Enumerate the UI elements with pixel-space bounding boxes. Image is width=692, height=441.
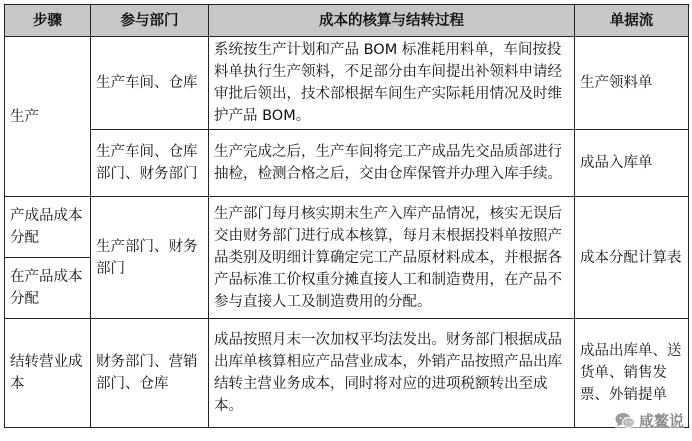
department-cell: 生产车间、仓库	[91, 37, 209, 130]
watermark	[615, 410, 684, 431]
step-cell: 在产品成本分配	[5, 258, 91, 319]
header-process: 成本的核算与结转过程	[209, 5, 575, 37]
watermark-text: 咸鳌说	[638, 412, 684, 430]
document-cell: 成品入库单	[575, 130, 689, 197]
document-cell: 成本分配计算表	[575, 197, 689, 319]
department-cell: 生产车间、仓库部门、财务部门	[91, 130, 209, 197]
process-cell: 生产部门每月核实期末生产入库产品情况，核实无误后交由财务部门进行成本核算，每月末根据投料单按照产品类别及明细计算确定完工产品原材料成本，并根据各产品标准工价权重分摊直接人工和制造费用，在产品不参与直接人工及制造费用的分配。	[209, 197, 575, 319]
table-row	[5, 37, 689, 130]
process-table	[4, 4, 689, 428]
department-cell: 财务部门、营销部门、仓库	[91, 319, 209, 428]
department-cell: 生产部门、财务部门	[91, 197, 209, 319]
table-row	[5, 130, 689, 197]
wechat-icon	[615, 412, 635, 429]
step-cell: 产成品成本分配	[5, 197, 91, 258]
table-row	[5, 319, 689, 428]
step-cell: 结转营业成本	[5, 319, 91, 428]
document-cell: 生产领料单	[575, 37, 689, 130]
document-cell: 成品出库单、送货单、销售发票、外销提单	[575, 319, 689, 428]
header-row	[5, 5, 689, 37]
table-row	[5, 197, 689, 258]
step-cell: 生产	[5, 37, 91, 197]
header-document-flow: 单据流	[575, 5, 689, 37]
process-cell: 成品按照月末一次加权平均法发出。财务部门根据成品出库单核算相应产品营业成本，外销产品按照产品出库结转主营业务成本，同时将对应的进项税额转出至成本。	[209, 319, 575, 428]
header-department: 参与部门	[91, 5, 209, 37]
process-cell: 系统按生产计划和产品 BOM 标准耗用料单，车间按投料单执行生产领料，不足部分由车间提出补领料申请经审批后领出，技术部根据车间生产实际耗用情况及时维护产品 BOM。	[209, 37, 575, 130]
header-step: 步骤	[5, 5, 91, 37]
process-cell: 生产完成之后，生产车间将完工产成品先交品质部进行抽检，检测合格之后，交由仓库保管并办理入库手续。	[209, 130, 575, 197]
